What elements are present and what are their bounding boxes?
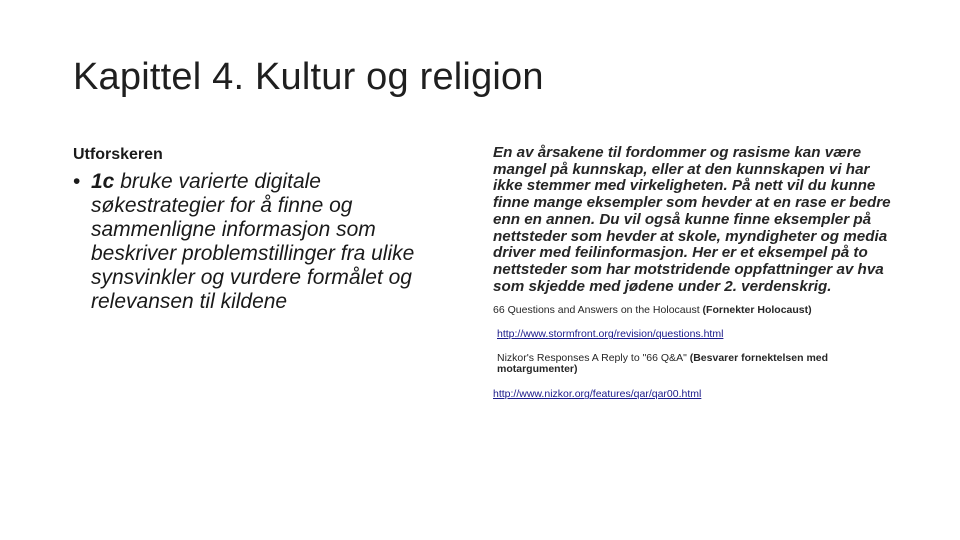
source-link-2-row xyxy=(493,389,893,400)
competence-goal-bullet xyxy=(73,170,448,314)
source-title-1 xyxy=(493,305,893,316)
source-link-1[interactable]: http://www.stormfront.org/revision/questions.html xyxy=(497,328,724,341)
competence-goal-text xyxy=(91,170,448,314)
source-title-1-note: (Fornekter Holocaust) xyxy=(702,304,812,317)
source-title-1-text: 66 Questions and Answers on the Holocaust xyxy=(493,304,703,317)
competence-goal-code: 1c xyxy=(91,170,115,193)
source-title-2-note: (Besvarer fornektelsen med motargumenter) xyxy=(497,352,829,376)
bullet-symbol: • xyxy=(73,170,81,193)
source-link-2[interactable]: http://www.nizkor.org/features/qar/qar00.html xyxy=(493,388,702,401)
intro-paragraph: En av årsakene til fordommer og rasisme kan være mangel på kunnskap, eller at den kunnskapen vi har ikke stemmer med virkeligheten. På nett vil du kunne finne mange eksempler som hevder at en rase er bedre enn en annen. Du vil også kunne finne eksempler på nettsteder som hevder at skole, myndigheter og media driver med feilinformasjon. Her er et eksempel på to nettsteder som har motstridende oppfattninger av hva som skjedde med jødene under 2. verdenskrig. xyxy=(493,144,891,295)
section-heading: Utforskeren xyxy=(73,146,163,163)
competence-goal-description: bruke varierte digitale søkestrategier for å finne og sammenligne informasjon som beskriver problemstillinger fra ulike synsvinkler og vurdere formålet og relevansen til kildene xyxy=(91,170,415,313)
source-title-2 xyxy=(493,353,893,375)
source-link-1-row xyxy=(493,329,893,340)
source-title-2-text: Nizkor's Responses A Reply to "66 Q&A" xyxy=(497,352,690,365)
slide-title: Kapittel 4. Kultur og religion xyxy=(73,56,544,98)
right-column xyxy=(493,145,893,400)
